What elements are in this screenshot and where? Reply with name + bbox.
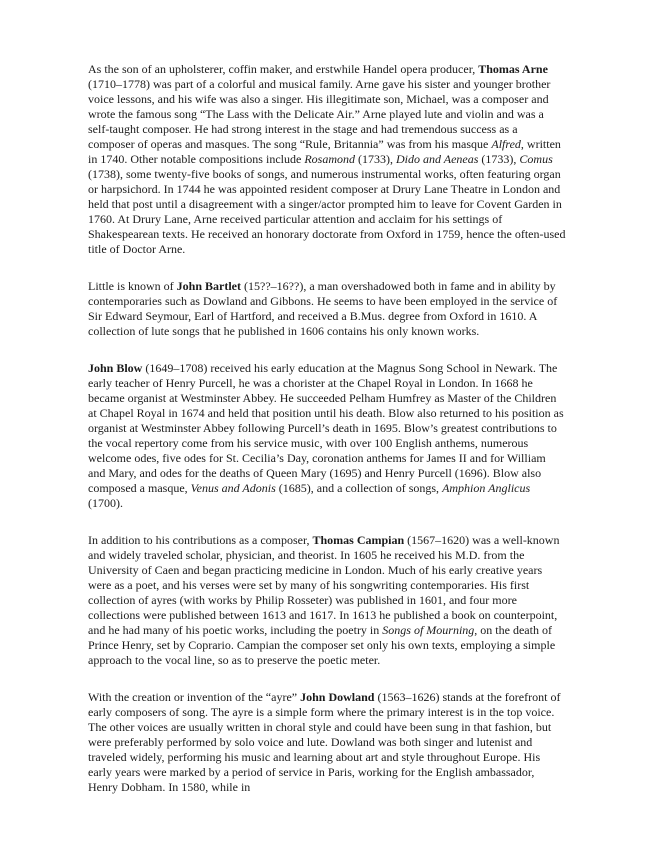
work-title: Rosamond [304, 152, 355, 166]
work-title: Venus and Adonis [190, 481, 276, 495]
text-run: (1733), [478, 152, 520, 166]
text-run: As the son of an upholsterer, coffin maker, and erstwhile Handel opera producer, [88, 62, 479, 76]
paragraph [88, 533, 566, 668]
text-run: (1710–1778) was part of a colorful and musical family. Arne gave his sister and younger brother voice lessons, and his wife was also a singer. His illegitimate son, Michael, was a composer and wrote the famous song “The Lass with the Delicate Air.” Arne played lute and violin and was a self-taught composer. He had strong interest in the stage and had tremendous success as a composer of operas and masques. The song “Rule, Britannia” was from his masque [88, 77, 551, 151]
text-run: , written in 1740. Other notable compositions include [88, 137, 561, 166]
text-run: In addition to his contributions as a composer, [88, 533, 313, 547]
text-run: (1738), some twenty-five books of songs, and numerous instrumental works, often featuring organ or harpsichord. In 1744 he was appointed resident composer at Drury Lane Theatre in London and held that post until a disagreement with a singer/actor prompted him to leave for Covent Garden in 1760. At Drury Lane, Arne received particular attention and acclaim for his settings of Shakespearean texts. He received an honorary doctorate from Oxford in 1759, hence the often-used title of Doctor Arne. [88, 167, 566, 256]
text-run: (15??–16??), a man overshadowed both in fame and in ability by contemporaries such as Dowland and Gibbons. He seems to have been employed in the service of Sir Edward Seymour, Earl of Hartford, and received a B.Mus. degree from Oxford in 1610. A collection of lute songs that he published in 1606 contains his only known works. [88, 279, 558, 338]
text-run: Little is known of [88, 279, 177, 293]
text-run: (1649–1708) received his early education at the Magnus Song School in Newark. The early teacher of Henry Purcell, he was a chorister at the Chapel Royal in London. In 1668 he became organist at Westminster Abbey. He succeeded Pelham Humfrey as Master of the Children at Chapel Royal in 1674 and held that position until his death. Blow also returned to his position as organist at Westminster Abbey following Purcell’s death in 1695. Blow’s greatest contributions to the vocal repertory come from his service music, with over 100 English anthems, numerous welcome odes, five odes for St. Cecilia’s Day, coronation anthems for James II and for William and Mary, and odes for the deaths of Queen Mary (1695) and Henry Purcell (1696). Blow also composed a masque, [88, 361, 564, 495]
text-run: (1700). [88, 496, 123, 510]
composer-name: John Bartlet [176, 279, 242, 293]
work-title: Songs of Mourning [382, 623, 475, 637]
text-column [88, 62, 566, 817]
composer-name: Thomas Arne [478, 62, 548, 76]
composer-name: John Blow [88, 361, 143, 375]
text-run: (1685), and a collection of songs, [275, 481, 443, 495]
paragraph [88, 279, 566, 339]
work-title: Alfred [491, 137, 521, 151]
work-title: Comus [519, 152, 553, 166]
paragraph [88, 690, 566, 795]
work-title: Amphion Anglicus [442, 481, 531, 495]
paragraph [88, 361, 566, 511]
text-run: (1567–1620) was a well-known and widely traveled scholar, physician, and theorist. In 1605 he received his M.D. from the University of Caen and began practicing medicine in London. Much of his early creative years were as a poet, and his verses were set by many of his songwriting contemporaries. His first collection of ayres (with works by Philip Rosseter) was published in 1601, and four more collections were published between 1613 and 1617. In 1613 he published a book on counterpoint, and he had many of his poetic works, including the poetry in [88, 533, 560, 637]
text-run: (1563–1626) stands at the forefront of early composers of song. The ayre is a simple form where the primary interest is in the top voice. The other voices are usually written in choral style and could have been sung in that fashion, but were preferably performed by solo voice and lute. Dowland was both singer and lutenist and traveled widely, performing his music and learning about art and style throughout Europe. His early years were marked by a period of service in Paris, working for the English ambassador, Henry Dobham. In 1580, while in [88, 690, 561, 794]
composer-name: John Dowland [300, 690, 375, 704]
text-run: With the creation or invention of the “ayre” [88, 690, 301, 704]
text-run: (1733), [354, 152, 396, 166]
text-run: , on the death of Prince Henry, set by Coprario. Campian the composer set only his own texts, employing a simple approach to the vocal line, so as to preserve the poetic meter. [88, 623, 556, 667]
composer-name: Thomas Campian [312, 533, 405, 547]
work-title: Dido and Aeneas [395, 152, 479, 166]
paragraph [88, 62, 566, 257]
